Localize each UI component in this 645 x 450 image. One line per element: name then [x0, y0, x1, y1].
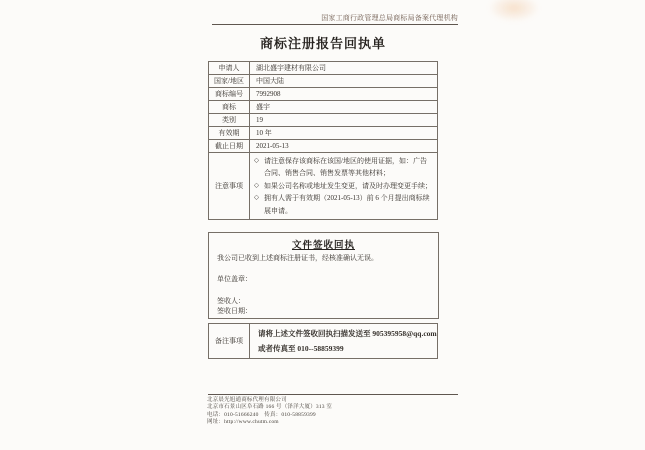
agency-footer — [207, 397, 332, 426]
footer-address: 北京市石景山区阜石路 166 号（泽洋大厦）313 室 — [207, 404, 333, 411]
diamond-bullet-icon: ◇ — [254, 181, 259, 189]
page-title: 商标注册报告回执单 — [259, 36, 386, 51]
remark-line-2: 或者传真至 010--58859399 — [258, 344, 344, 353]
table-row — [209, 62, 438, 75]
row-value: 盛宇 — [250, 101, 438, 114]
row-value: 10 年 — [250, 127, 438, 140]
footer-rule — [208, 394, 458, 395]
note-text: 拥有人需于有效期（2021-05-13）前 6 个月提出商标续展申请。 — [264, 194, 430, 215]
note-item — [254, 192, 433, 217]
receipt-statement: 我公司已收到上述商标注册证书，经核准确认无误。 — [217, 254, 378, 262]
scan-artifact-smudge — [488, 0, 540, 22]
table-row — [209, 127, 438, 140]
note-text: 请注意保存该商标在该国/地区的使用证据，如：广告合同、销售合同、销售发票等其他材料； — [264, 157, 427, 178]
header-agency-caption: 国家工商行政管理总局商标局备案代理机构 — [321, 14, 458, 22]
row-label: 截止日期 — [209, 140, 250, 153]
row-value: 2021-05-13 — [250, 140, 438, 153]
header-rule — [212, 24, 458, 25]
footer-phone-fax: 电话：010-51666240 传真：010-58859399 — [207, 411, 316, 418]
row-label: 有效期 — [209, 127, 250, 140]
row-label: 商标 — [209, 101, 250, 114]
note-item — [254, 180, 433, 192]
stamp-label: 单位盖章： — [217, 275, 252, 283]
table-row — [209, 140, 438, 153]
diamond-bullet-icon: ◇ — [254, 157, 259, 164]
row-label: 注意事项 — [209, 153, 250, 220]
note-item — [254, 155, 433, 180]
sign-date-label: 签收日期： — [217, 307, 252, 315]
document-receipt-box — [208, 232, 439, 319]
row-value: 中国大陆 — [250, 75, 438, 88]
table-row — [209, 88, 438, 101]
receipt-box-title: 文件签收回执 — [291, 241, 355, 251]
signer-label: 签收人： — [217, 297, 245, 305]
row-label: 商标编号 — [209, 88, 250, 101]
row-value: 湖北盛宇建材有限公司 — [250, 62, 438, 75]
row-value: 7992908 — [250, 88, 438, 101]
remark-value — [250, 324, 438, 359]
row-label: 申请人 — [209, 62, 250, 75]
note-text: 如果公司名称或地址发生变更，请及时办理变更手续； — [264, 181, 432, 190]
remark-table — [208, 323, 438, 359]
remark-line-1: 请将上述文件签收回执扫描发送至 905395958@qq.com — [258, 329, 437, 338]
notes-cell — [250, 153, 438, 220]
row-label: 备注事项 — [209, 324, 250, 359]
row-label: 国家/地区 — [209, 75, 250, 88]
table-row — [209, 75, 438, 88]
footer-company: 北京晨光旭通商标代理有限公司 — [207, 397, 287, 403]
trademark-info-table — [208, 61, 438, 220]
table-row-notes — [209, 153, 438, 220]
row-value: 19 — [250, 114, 438, 127]
diamond-bullet-icon: ◇ — [254, 194, 259, 202]
table-row-remark — [209, 324, 438, 359]
row-label: 类别 — [209, 114, 250, 127]
table-row — [209, 101, 438, 114]
footer-website: 网址：http://www.chutm.com — [207, 418, 279, 425]
table-row — [209, 114, 438, 127]
